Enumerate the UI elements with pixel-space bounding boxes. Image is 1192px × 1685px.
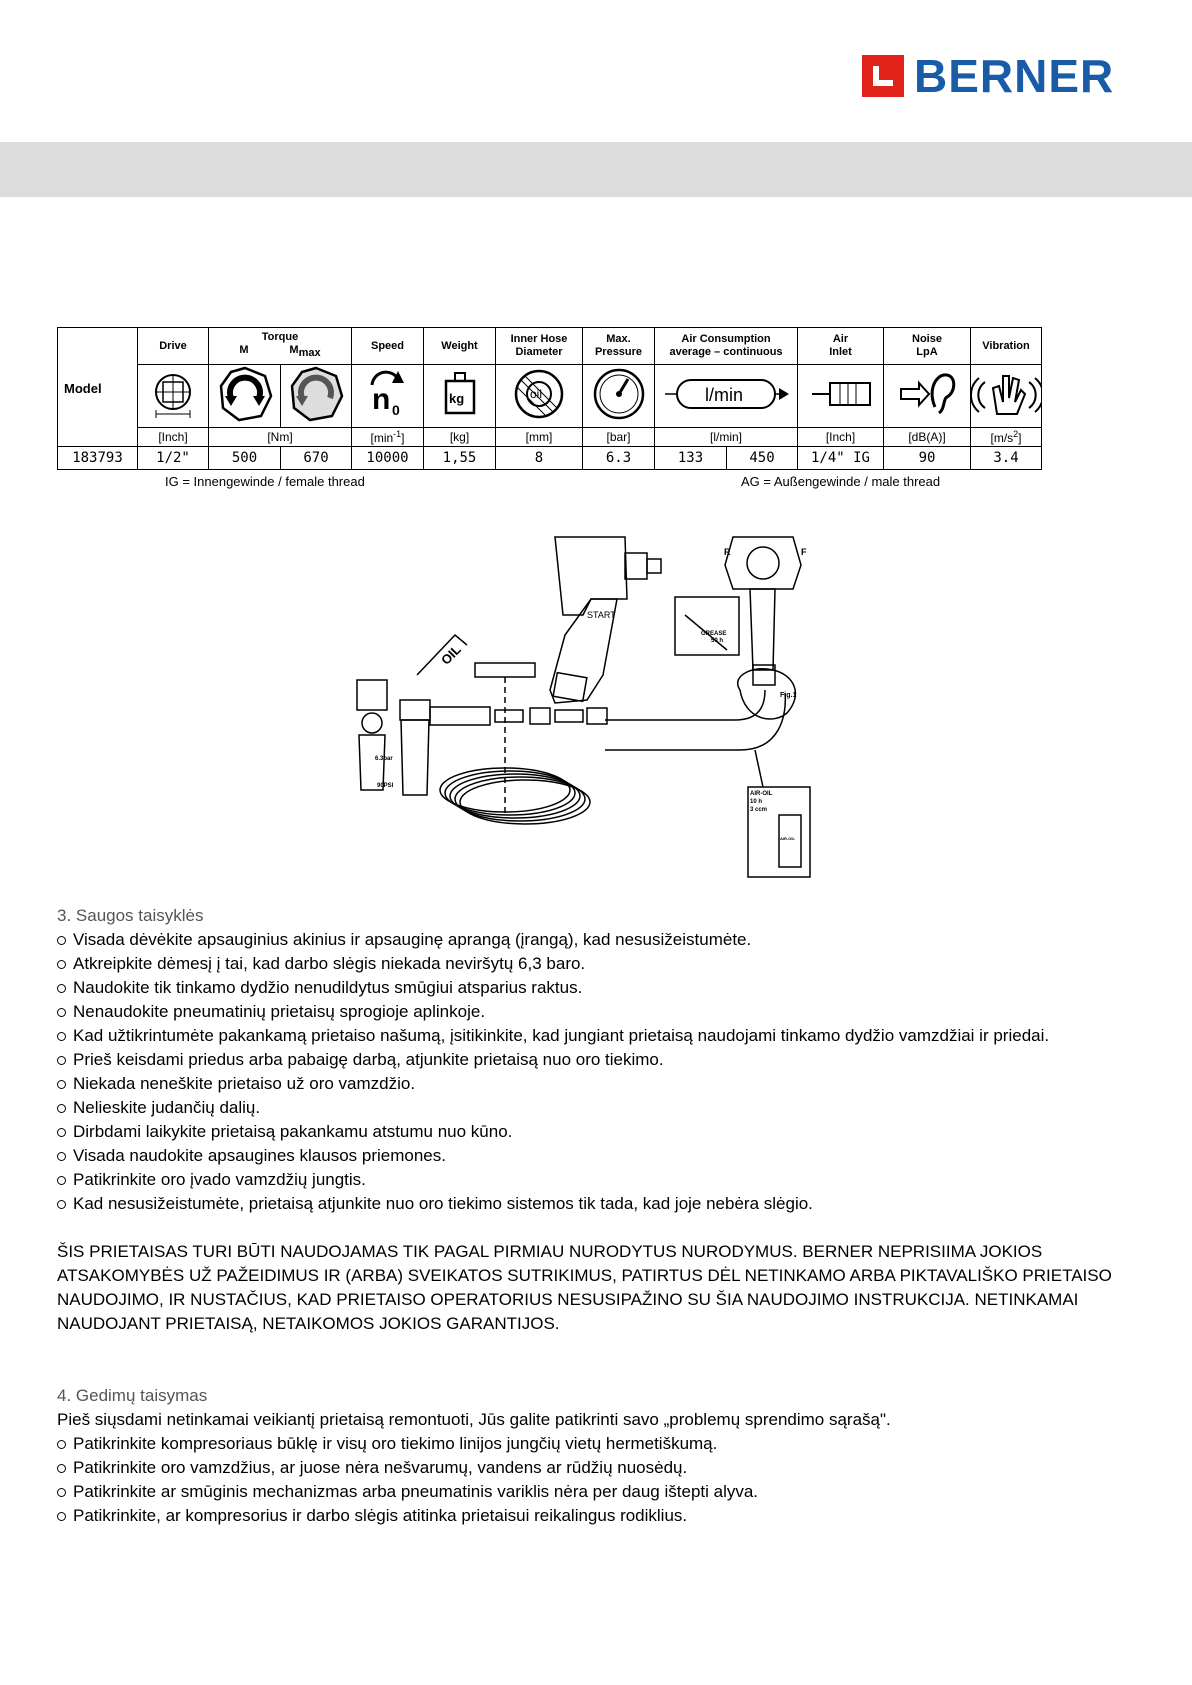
unit-speed: $[\min^{-1}]$ (352, 428, 424, 447)
header-weight: Weight (424, 328, 496, 365)
list-item: Prieš keisdami priedus arba pabaigę darbą, atjunkite prietaisą nuo oro tiekimo. (57, 1048, 1137, 1072)
list-item: Naudokite tik tinkamo dydžio nenudildytus smūgiui atsparius raktus. (57, 976, 1137, 1000)
vibration-icon (971, 365, 1042, 428)
note-ag: AG = Außengewinde / male thread (741, 474, 941, 489)
brand-name: BERNER (914, 50, 1115, 102)
svg-text:0: 0 (391, 401, 400, 418)
value-hose: 8 (496, 447, 583, 470)
svg-text:Fig.1: Fig.1 (780, 692, 797, 699)
value-air-cont: 450 (727, 447, 798, 470)
value-air-avg: 133 (655, 447, 727, 470)
unit-air: [l/min] (655, 428, 798, 447)
value-speed: 10000 (352, 447, 424, 470)
list-item: Atkreipkite dėmesį į tai, kad darbo slėgis niekada neviršytų 6,3 baro. (57, 952, 1137, 976)
header-vibration: Vibration (971, 328, 1042, 365)
note-ig: IG = Innengewinde / female thread (165, 474, 365, 489)
brand-logo-icon (862, 55, 904, 97)
section-safety-title: 3. Saugos taisyklės (57, 906, 204, 925)
header-pressure: Max. Pressure (583, 328, 655, 365)
list-item: Patikrinkite ar smūginis mechanizmas arba pneumatinis variklis nėra per daug ištepti alyva. (57, 1480, 1137, 1504)
svg-text:F: F (801, 547, 807, 557)
list-item: Nenaudokite pneumatinių prietaisų sprogioje aplinkoje. (57, 1000, 1137, 1024)
header-hose: Inner Hose Diameter (496, 328, 583, 365)
drive-icon (138, 365, 209, 428)
header-torque-m: M (239, 344, 249, 357)
value-noise: 90 (884, 447, 971, 470)
value-torque-m: 500 (209, 447, 281, 470)
header-drive: Drive (138, 328, 209, 365)
list-item: Dirbdami laikykite prietaisą pakankamu atstumu nuo kūno. (57, 1120, 1137, 1144)
unit-noise: [dB(A)] (884, 428, 971, 447)
svg-text:l/min: l/min (705, 384, 744, 405)
list-item: Visada naudokite apsaugines klausos priemones. (57, 1144, 1137, 1168)
list-item: Nelieskite judančių dalių. (57, 1096, 1137, 1120)
list-item: Kad užtikrintumėte pakankamą prietaiso našumą, įsitikinkite, kad jungiant prietaisą naudojami tinkamo dydžio vamzdžiai ir priedai. (57, 1024, 1063, 1048)
header-air-inlet: Air Inlet (798, 328, 884, 365)
unit-drive: [Inch] (138, 428, 209, 447)
noise-icon (884, 365, 971, 428)
section-troubleshooting (57, 1384, 1137, 1528)
svg-text:50 h: 50 h (711, 638, 724, 644)
torque-max-icon (281, 365, 352, 428)
svg-text:AIR-OIL: AIR-OIL (750, 791, 773, 797)
list-item: Visada dėvėkite apsauginius akinius ir apsauginę aprangą (įrangą), kad nesusižeistumėte. (57, 928, 1137, 952)
svg-text:AIR-OIL: AIR-OIL (780, 836, 795, 841)
air-consumption-icon (655, 365, 798, 428)
value-torque-max: 670 (281, 447, 352, 470)
assembly-figure (355, 525, 825, 880)
header-noise: Noise LpA (884, 328, 971, 365)
header-band (0, 142, 1192, 197)
brand-logo (862, 50, 1115, 102)
value-drive: 1/2" (138, 447, 209, 470)
list-item: Patikrinkite kompresoriaus būklę ir visų oro tiekimo linijos jungčių vietų hermetiškumą. (57, 1432, 1137, 1456)
value-model: 183793 (58, 447, 138, 470)
section-safety (57, 904, 1137, 1336)
list-item: Patikrinkite oro vamzdžius, ar juose nėra nešvarumų, vandens ar rūdžių nuosėdų. (57, 1456, 1137, 1480)
unit-vibration: $[m/s^2]$ (971, 428, 1042, 447)
svg-text:START: START (587, 610, 616, 620)
warning-text: ŠIS PRIETAISAS TURI BŪTI NAUDOJAMAS TIK PAGAL PIRMIAU NURODYTUS NURODYMUS. BERNER NEPRISIIMA JOKIOS ATSAKOMYBĖS UŽ PAŽEIDIMUS IR (ARBA) SVEIKATOS SUTRIKIMUS, PATIRTUS DĖL NETINKAMO ARBA PIKTAVALIŠKO PRIETAISO NAUDOJIMO, IR NUSTAČIUS, KAD PRIETAISO OPERATORIUS NESUSIPAŽINO SU ŠIA NAUDOJIMO INSTRUKCIJA. NETINKAMAI NAUDOJANT PRIETAISĄ, NETAIKOMOS JOKIOS GARANTIJOS. (57, 1242, 1112, 1333)
svg-text:OIL: OIL (437, 641, 464, 668)
unit-weight: [kg] (424, 428, 496, 447)
header-air-consumption: Air Consumption average – continuous (655, 328, 798, 365)
value-inlet: 1/4" IG (798, 447, 884, 470)
svg-text:n: n (371, 382, 390, 416)
header-model: Model (58, 328, 138, 447)
troubleshooting-intro: Pieš siųsdami netinkamai veikiantį prietaisą remontuoti, Jūs galite patikrinti savo „problemų sprendimo sąrašą". (57, 1410, 891, 1429)
svg-text:oil: oil (530, 386, 543, 401)
spec-table (57, 327, 1042, 470)
svg-text:GREASE: GREASE (701, 631, 727, 637)
svg-text:R: R (724, 547, 731, 557)
header-torque-label: Torque (261, 331, 299, 344)
unit-hose: [mm] (496, 428, 583, 447)
unit-torque: [Nm] (209, 428, 352, 447)
weight-icon (424, 365, 496, 428)
svg-text:kg: kg (448, 390, 464, 406)
unit-pressure: [bar] (583, 428, 655, 447)
svg-text:6.3bar: 6.3bar (375, 756, 393, 762)
header-speed: Speed (352, 328, 424, 365)
list-item: Patikrinkite, ar kompresorius ir darbo slėgis atitinka prietaisui reikalingus rodiklius. (57, 1504, 1137, 1528)
section-troubleshooting-title: 4. Gedimų taisymas (57, 1386, 208, 1405)
list-item: Kad nesusižeistumėte, prietaisą atjunkite nuo oro tiekimo sistemos tik tada, kad joje nebėra slėgio. (57, 1192, 1137, 1216)
svg-text:3 ccm: 3 ccm (750, 807, 768, 813)
value-vibration: 3.4 (971, 447, 1042, 470)
hose-icon (496, 365, 583, 428)
unit-inlet: [Inch] (798, 428, 884, 447)
header-torque (209, 328, 352, 365)
list-item: Patikrinkite oro įvado vamzdžių jungtis. (57, 1168, 1137, 1192)
value-pressure: 6.3 (583, 447, 655, 470)
list-item: Niekada neneškite prietaiso už oro vamzdžio. (57, 1072, 1137, 1096)
svg-text:90PSI: 90PSI (377, 783, 394, 789)
header-torque-mmax: $M_{max}$ (289, 344, 321, 360)
value-weight: 1,55 (424, 447, 496, 470)
torque-icon (209, 365, 281, 428)
speed-icon (352, 365, 424, 428)
svg-text:10 h: 10 h (750, 799, 763, 805)
air-inlet-icon (798, 365, 884, 428)
pressure-icon (583, 365, 655, 428)
